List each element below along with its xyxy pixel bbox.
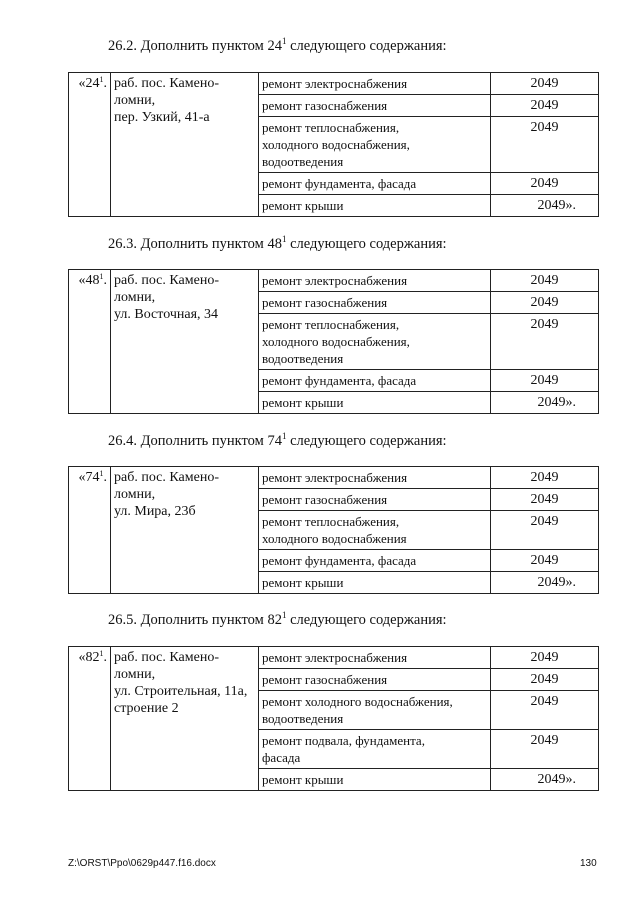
year-cell: 2049 (491, 550, 599, 572)
table-row (69, 270, 599, 292)
table-row (69, 73, 599, 95)
table-row (69, 467, 599, 489)
address-line: ломни, (114, 93, 156, 108)
work-type-line: ремонт газоснабжения (262, 672, 388, 687)
address-line: ломни, (114, 290, 156, 305)
heading-superscript: 1 (281, 36, 287, 46)
address-cell (111, 73, 259, 217)
work-type-cell (259, 292, 491, 314)
item-number-dot: . (103, 273, 107, 288)
item-number: «74 (78, 470, 100, 485)
year-cell: 2049 (491, 73, 599, 95)
item-number-superscript: 1 (99, 649, 104, 658)
year-cell: 2049 (491, 647, 599, 669)
work-type-line: ремонт крыши (262, 575, 344, 590)
work-type-line: водоотведения (262, 351, 344, 366)
work-type-line: ремонт электроснабжения (262, 470, 408, 485)
heading-text-tail: следующего содержания: (286, 612, 447, 628)
amendment-table (68, 269, 599, 414)
work-type-line: ремонт фундамента, фасада (262, 553, 417, 568)
address-cell (111, 647, 259, 791)
year-cell: 2049 (491, 95, 599, 117)
work-type-line: ремонт теплоснабжения, (262, 514, 400, 529)
work-type-cell (259, 511, 491, 550)
work-type-line: водоотведения (262, 711, 344, 726)
footer-file-path: Z:\ORST\Ppo\0629p447.f16.docx (68, 858, 216, 869)
heading-text: 26.3. Дополнить пунктом 48 (108, 236, 282, 252)
year-cell: 2049 (491, 292, 599, 314)
year-cell: 2049». (491, 572, 599, 594)
work-type-line: ремонт подвала, фундамента, (262, 733, 425, 748)
work-type-cell (259, 550, 491, 572)
work-type-line: ремонт фундамента, фасада (262, 373, 417, 388)
work-type-line: ремонт холодного водоснабжения, (262, 694, 453, 709)
item-number: «24 (78, 76, 100, 91)
item-number-superscript: 1 (99, 469, 104, 478)
year-cell: 2049». (491, 195, 599, 217)
work-type-cell (259, 467, 491, 489)
item-number-cell (69, 467, 111, 594)
work-type-line: фасада (262, 750, 301, 765)
address-line: ломни, (114, 487, 156, 502)
year-cell: 2049 (491, 669, 599, 691)
item-number-superscript: 1 (99, 272, 104, 281)
work-type-cell (259, 647, 491, 669)
year-cell: 2049 (491, 117, 599, 173)
work-type-cell (259, 691, 491, 730)
table-row (69, 647, 599, 669)
heading-text-tail: следующего содержания: (286, 38, 447, 54)
work-type-cell (259, 769, 491, 791)
item-number-dot: . (103, 76, 107, 91)
work-type-line: холодного водоснабжения, (262, 137, 410, 152)
address-line: ул. Строительная, 11а, (114, 684, 248, 699)
year-cell: 2049 (491, 370, 599, 392)
work-type-line: ремонт крыши (262, 198, 344, 213)
work-type-line: ремонт электроснабжения (262, 650, 408, 665)
item-number: «82 (78, 650, 100, 665)
work-type-cell (259, 314, 491, 370)
item-number-cell (69, 270, 111, 414)
year-cell: 2049 (491, 489, 599, 511)
address-cell (111, 270, 259, 414)
address-cell (111, 467, 259, 594)
heading-text: 26.2. Дополнить пунктом 24 (108, 38, 282, 54)
heading-text: 26.4. Дополнить пунктом 74 (108, 433, 282, 449)
work-type-cell (259, 370, 491, 392)
heading-text-tail: следующего содержания: (286, 433, 447, 449)
year-cell: 2049 (491, 467, 599, 489)
section-heading (108, 433, 447, 450)
work-type-line: ремонт газоснабжения (262, 492, 388, 507)
address-line: раб. пос. Камено- (114, 470, 219, 485)
year-cell: 2049 (491, 511, 599, 550)
work-type-line: ремонт фундамента, фасада (262, 176, 417, 191)
address-line: ломни, (114, 667, 156, 682)
work-type-line: ремонт газоснабжения (262, 98, 388, 113)
amendment-table (68, 72, 599, 217)
heading-superscript: 1 (281, 234, 287, 244)
item-number-dot: . (103, 650, 107, 665)
work-type-cell (259, 95, 491, 117)
address-line: раб. пос. Камено- (114, 273, 219, 288)
work-type-cell (259, 173, 491, 195)
work-type-cell (259, 270, 491, 292)
work-type-line: ремонт крыши (262, 395, 344, 410)
work-type-cell (259, 669, 491, 691)
section-heading (108, 38, 447, 55)
work-type-line: ремонт теплоснабжения, (262, 120, 400, 135)
work-type-cell (259, 489, 491, 511)
item-number-superscript: 1 (99, 75, 104, 84)
address-line: пер. Узкий, 41-а (114, 110, 210, 125)
year-cell: 2049». (491, 769, 599, 791)
item-number: «48 (78, 273, 100, 288)
year-cell: 2049 (491, 173, 599, 195)
amendment-table (68, 466, 599, 594)
work-type-cell (259, 195, 491, 217)
year-cell: 2049 (491, 691, 599, 730)
work-type-line: ремонт электроснабжения (262, 273, 408, 288)
work-type-cell (259, 572, 491, 594)
year-cell: 2049 (491, 314, 599, 370)
work-type-line: холодного водоснабжения (262, 531, 407, 546)
heading-text: 26.5. Дополнить пунктом 82 (108, 612, 282, 628)
heading-superscript: 1 (281, 431, 287, 441)
page-number: 130 (580, 858, 597, 869)
work-type-line: ремонт электроснабжения (262, 76, 408, 91)
address-line: раб. пос. Камено- (114, 76, 219, 91)
work-type-cell (259, 392, 491, 414)
address-line: строение 2 (114, 701, 179, 716)
address-line: ул. Мира, 23б (114, 504, 196, 519)
work-type-line: водоотведения (262, 154, 344, 169)
work-type-cell (259, 73, 491, 95)
heading-text-tail: следующего содержания: (286, 236, 447, 252)
section-heading (108, 236, 447, 253)
heading-superscript: 1 (281, 610, 287, 620)
work-type-line: ремонт крыши (262, 772, 344, 787)
amendment-table (68, 646, 599, 791)
item-number-cell (69, 73, 111, 217)
section-heading (108, 612, 447, 629)
year-cell: 2049». (491, 392, 599, 414)
address-line: раб. пос. Камено- (114, 650, 219, 665)
item-number-cell (69, 647, 111, 791)
year-cell: 2049 (491, 730, 599, 769)
work-type-line: холодного водоснабжения, (262, 334, 410, 349)
work-type-cell (259, 117, 491, 173)
year-cell: 2049 (491, 270, 599, 292)
work-type-line: ремонт газоснабжения (262, 295, 388, 310)
work-type-cell (259, 730, 491, 769)
address-line: ул. Восточная, 34 (114, 307, 219, 322)
item-number-dot: . (103, 470, 107, 485)
work-type-line: ремонт теплоснабжения, (262, 317, 400, 332)
